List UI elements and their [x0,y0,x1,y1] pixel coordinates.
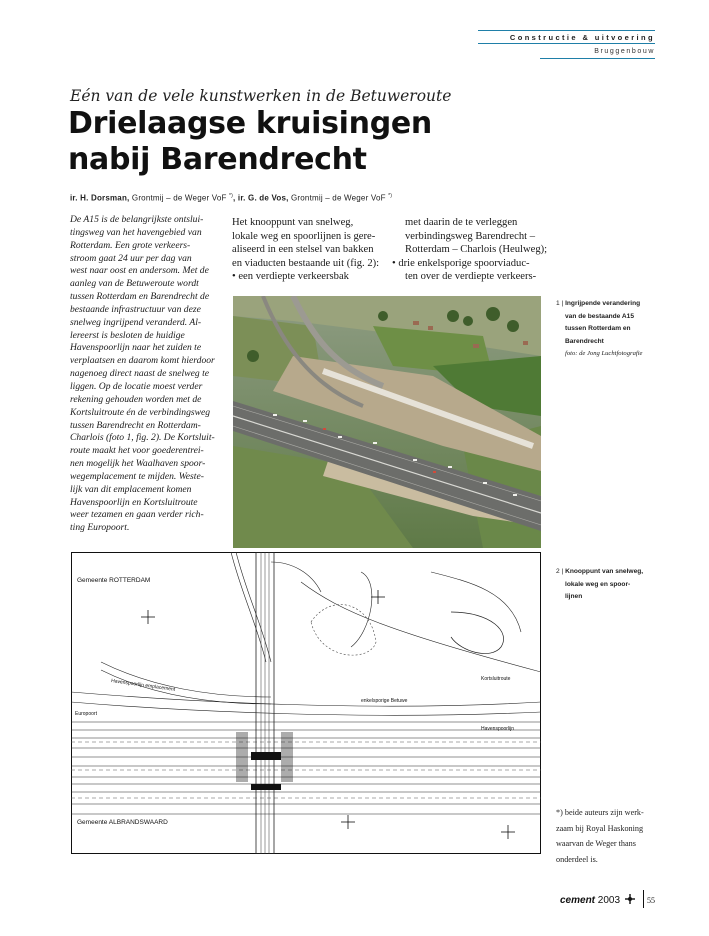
footnote-line: zaam bij Royal Haskoning [556,823,644,833]
intro-line: De A15 is de belangrijkste ontslui- [70,214,204,225]
journal-name: cement [560,895,596,907]
intro-line: tingsweg van het havengebied van [70,226,202,238]
body-line: Het knooppunt van snelweg, [232,217,354,228]
intro-line: route maakt het voor goederentrei- [70,445,204,457]
body-line: ten over de verdiepte verkeers- [405,271,537,283]
body-column-3 [392,216,548,284]
intro-line: tussen Barendrecht en Rotterdam- [70,419,201,431]
intro-line: tussen Rotterdam en Barendrecht de [70,291,210,303]
footer-divider [643,890,644,908]
intro-line: lijk van dit emplacement komen [70,483,192,495]
caption-line: Barendrecht [565,337,604,345]
intro-line: bestaande infrastructuur van deze [70,303,201,315]
aerial-photo [233,296,541,548]
journal-logo-icon [625,894,635,907]
intro-line: liggen. Op de locatie moest verder [70,380,203,392]
intro-line: Havenspoorlijn naar het zuiden te [70,342,202,354]
title-line-1: Drielaagse kruisingen [68,106,432,141]
figure-caption [556,566,666,604]
intro-line: snelweg ingrijpend veranderd. Al- [70,316,202,328]
intro-line: Havenspoorlijn en Kortsluitroute [70,496,198,508]
header-rule-bottom [540,58,655,59]
intro-line: west naar oost en andersom. Met de [70,265,209,277]
label-gemeente-albrandswaard: Gemeente ALBRANDSWAARD [77,819,168,826]
header-rule-top [478,30,655,31]
intro-line: Kortsluitroute én de verbindingsweg [70,406,211,418]
caption-number: 1 | [556,300,564,307]
label-europoort: Europoort [75,711,97,717]
journal-year: 2003 [597,895,621,907]
author-2-sup: *) [388,193,393,199]
body-column-2 [232,216,382,284]
journal-footer [560,894,635,907]
body-line: lokale weg en spoorlijnen is gere- [232,230,376,242]
footnote-line: *) beide auteurs zijn werk- [556,808,644,817]
author-footnote [556,805,666,867]
article-kicker: Eén van de vele kunstwerken in de Betuweroute [70,87,452,105]
intro-line: Rotterdam. Een grote verkeers- [70,239,191,251]
photo-caption [556,298,666,361]
intro-line: rekening gehouden worden met de [70,393,202,405]
intro-line: stroom gaat 24 uur per dag van [70,252,192,264]
author-2-name: , ir. G. de Vos, [233,193,289,203]
title-line-2: nabij Barendrecht [68,142,367,177]
intro-line: lereerst is besloten de huidige [70,329,185,341]
intro-line: aanleg van de Betuweroute wordt [70,278,199,290]
label-kortsluitroute: Kortsluitroute [481,676,511,682]
body-line: • drie enkelsporige spoorviaduc- [392,257,530,269]
article-title [68,106,432,178]
intro-line: verplaatsen en daarom komt hierdoor [70,355,215,367]
intro-paragraph [70,214,219,535]
body-line: met daarin de te verleggen [405,217,518,228]
body-line: verbindingsweg Barendrecht – [405,230,536,242]
caption-line: lokale weg en spoor- [565,580,631,588]
photo-credit: foto: de Jong Luchtfotografie [565,350,643,358]
caption-number: 2 | [556,568,564,575]
intro-line: nen mogelijk het Waalhaven spoor- [70,458,206,470]
intro-line: ting Europoort. [70,522,130,534]
author-1-name: ir. H. Dorsman, [70,193,130,203]
aerial-photo-illustration [233,296,541,548]
label-betuweroute: enkelsporige Betuwe [361,698,408,704]
body-line: • een verdiepte verkeersbak [232,271,349,283]
body-line: Rotterdam – Charlois (Heulweg); [405,244,548,256]
label-spoor-emplacement: Havenspoorlijn emplacement [110,678,176,693]
intro-line: nagenoeg direct naast de snelweg te [70,368,209,380]
author-2-org: Grontmij – de Weger VoF [288,193,389,203]
page-number: 55 [647,896,655,905]
caption-line: Knooppunt van snelweg, [565,568,644,575]
intro-line: weer tezamen en gaan verder rich- [70,509,204,521]
body-line: aliseerd in een stelsel van bakken [232,244,374,256]
author-1-sup: *) [229,193,234,199]
label-gemeente-rotterdam: Gemeente ROTTERDAM [77,577,151,584]
site-plan-figure [71,552,541,854]
footnote-line: waarvan de Weger thans [556,839,636,849]
body-line: en viaducten bestaande uit (fig. 2): [232,257,380,269]
label-havenspoorlijn: Havenspoorlijn [481,726,515,732]
caption-line: lijnen [565,593,583,601]
caption-line: van de bestaande A15 [565,312,635,320]
author-line [70,193,392,203]
intro-line: wegemplacement te mijden. Weste- [70,470,204,482]
header-rule-mid [478,43,655,44]
footnote-line: onderdeel is. [556,854,598,864]
section-label: Constructie & uitvoering [509,33,655,42]
site-plan-drawing [71,552,541,854]
subsection-label: Bruggenbouw [594,48,655,55]
caption-line: Ingrijpende verandering [565,300,641,307]
intro-line: Charlois (foto 1, fig. 2). De Kortsluit- [70,432,215,444]
caption-line: tussen Rotterdam en [565,325,631,333]
author-1-org: Grontmij – de Weger VoF [129,193,230,203]
